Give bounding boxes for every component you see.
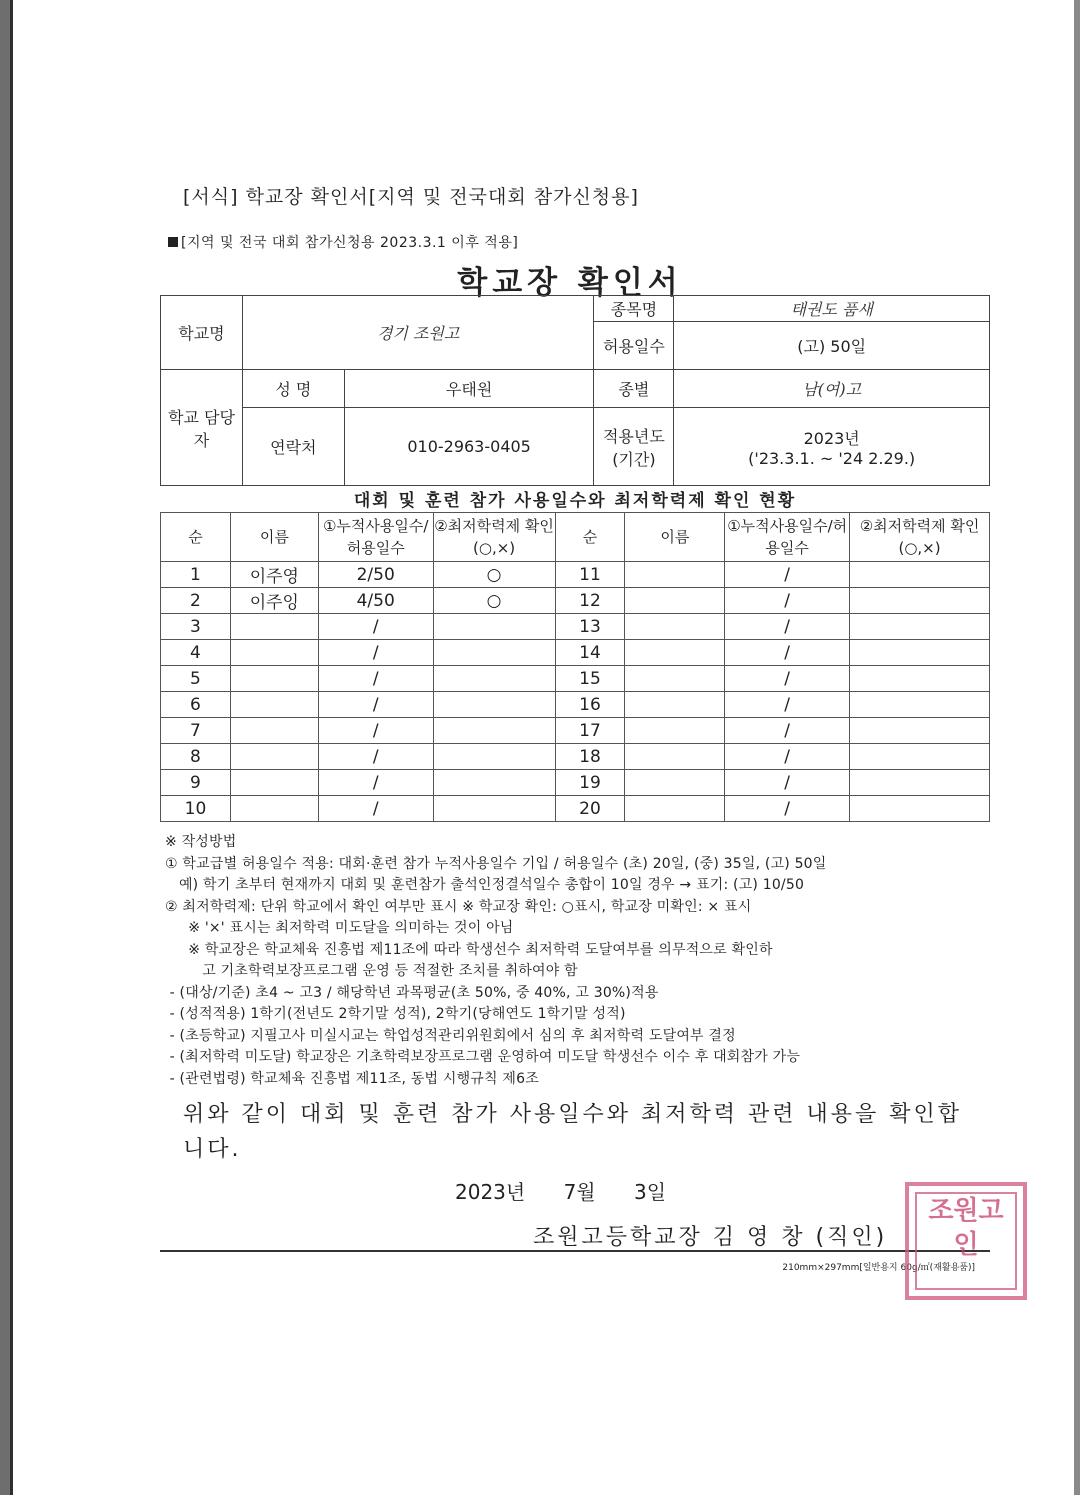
cell-l-days: /: [318, 666, 433, 692]
cell-r-no: 20: [555, 796, 625, 822]
cell-r-no: 14: [555, 640, 625, 666]
table-row: [161, 614, 990, 640]
table-row: [161, 744, 990, 770]
cell-l-no: 2: [161, 588, 231, 614]
cell-l-days: /: [318, 718, 433, 744]
official-seal-icon: [905, 1182, 1027, 1300]
col-check-right: ②최저학력제 확인(○,×): [850, 513, 990, 562]
cell-r-no: 16: [555, 692, 625, 718]
cell-l-check: [433, 744, 555, 770]
allowed-days-label: 허용일수: [594, 322, 674, 370]
instructions: [165, 832, 995, 1090]
contact-value: 010-2963-0405: [344, 408, 594, 486]
cell-r-check: [850, 796, 990, 822]
cell-r-check: [850, 770, 990, 796]
cell-l-no: 6: [161, 692, 231, 718]
cell-r-check: [850, 588, 990, 614]
cell-r-check: [850, 562, 990, 588]
cell-r-check: [850, 640, 990, 666]
contact-label: 연락처: [242, 408, 344, 486]
cell-r-no: 12: [555, 588, 625, 614]
confirmation-text: 위와 같이 대회 및 훈련 참가 사용일수와 최저학력 관련 내용을 확인합니다.: [183, 1102, 962, 1162]
year-value: 2023년: [803, 428, 860, 448]
cell-l-check: [433, 718, 555, 744]
cell-l-check: [433, 640, 555, 666]
cell-l-no: 5: [161, 666, 231, 692]
allowed-days-value: (고) 50일: [674, 322, 990, 370]
main-title: 학교장 확인서: [457, 265, 683, 301]
cell-r-check: [850, 692, 990, 718]
cell-r-no: 19: [555, 770, 625, 796]
gender-value: 남(여)고: [674, 370, 990, 408]
table-row: [161, 770, 990, 796]
col-no-right: 순: [555, 513, 625, 562]
bottom-rule: [160, 1250, 990, 1252]
cell-l-name: [230, 770, 318, 796]
cell-r-name: [625, 562, 725, 588]
cell-r-check: [850, 666, 990, 692]
cell-l-no: 8: [161, 744, 231, 770]
cell-r-days: /: [725, 588, 850, 614]
scan-edge-right: [1074, 0, 1080, 1495]
cell-r-check: [850, 744, 990, 770]
year-label: 적용년도 (기간): [594, 408, 674, 486]
school-value: 경기 조원고: [242, 296, 594, 370]
cell-r-days: /: [725, 718, 850, 744]
cell-r-name: [625, 744, 725, 770]
school-label: 학교명: [161, 296, 243, 370]
cell-l-days: /: [318, 744, 433, 770]
cell-l-days: /: [318, 614, 433, 640]
table-row: [161, 796, 990, 822]
col-days-left: ①누적사용일수/허용일수: [318, 513, 433, 562]
cell-r-check: [850, 718, 990, 744]
note-line: - (대상/기준) 초4 ~ 고3 / 해당학년 과목평균(초 50%, 중 40%, 고 30%)적용: [165, 984, 659, 1001]
cell-r-name: [625, 770, 725, 796]
square-bullet-icon: [168, 237, 178, 247]
cell-l-no: 3: [161, 614, 231, 640]
cell-r-days: /: [725, 692, 850, 718]
event-label: 종목명: [594, 296, 674, 322]
cell-l-check: [433, 614, 555, 640]
section-title: 대회 및 훈련 참가 사용일수와 최저학력제 확인 현황: [353, 491, 797, 511]
issue-date: 2023년 7월 3일: [455, 1180, 667, 1204]
col-name-left: 이름: [230, 513, 318, 562]
cell-l-no: 1: [161, 562, 231, 588]
cell-l-name: [230, 640, 318, 666]
cell-l-no: 10: [161, 796, 231, 822]
col-check-left: ②최저학력제 확인(○,×): [433, 513, 555, 562]
table-row: [161, 666, 990, 692]
note-line: ※ 학교장은 학교체육 진흥법 제11조에 따라 학생선수 최저학력 도달여부를 의무적으로 확인하: [165, 941, 773, 958]
cell-r-name: [625, 692, 725, 718]
cell-l-name: [230, 744, 318, 770]
cell-l-name: [230, 614, 318, 640]
cell-r-name: [625, 718, 725, 744]
cell-r-days: /: [725, 562, 850, 588]
cell-r-no: 17: [555, 718, 625, 744]
note-line: 예) 학기 초부터 현재까지 대회 및 훈련참가 출석인정결석일수 총합이 10일 경우 → 표기: (고) 10/50: [165, 877, 805, 893]
cell-l-no: 7: [161, 718, 231, 744]
seal-text: 조원고 인: [915, 1192, 1017, 1290]
note-line: ② 최저학력제: 단위 학교에서 확인 여부만 표시 ※ 학교장 확인: ○표시, 학교장 미확인: × 표시: [165, 898, 752, 915]
note-line: ※ '×' 표시는 최저학력 미도달을 의미하는 것이 아님: [165, 920, 514, 936]
cell-l-check: [433, 770, 555, 796]
table-row: [161, 640, 990, 666]
table-row: [161, 588, 990, 614]
cell-l-days: 4/50: [318, 588, 433, 614]
cell-r-name: [625, 614, 725, 640]
note-line: - (최저학력 미도달) 학교장은 기초학력보장프로그램 운영하여 미도달 학생선수 이수 후 대회참가 가능: [165, 1049, 801, 1065]
usage-table: [160, 512, 990, 822]
cell-l-days: /: [318, 770, 433, 796]
table-row: [161, 718, 990, 744]
note-line: - (관련법령) 학교체육 진흥법 제11조, 동법 시행규칙 제6조: [165, 1070, 539, 1087]
cell-l-days: 2/50: [318, 562, 433, 588]
table-row: [161, 692, 990, 718]
cell-r-name: [625, 666, 725, 692]
cell-l-no: 9: [161, 770, 231, 796]
principal-signature: 조원고등학교장 김 영 창 (직인): [533, 1225, 888, 1250]
subtitle: [지역 및 전국 대회 참가신청용 2023.3.1 이후 적용]: [168, 232, 518, 252]
cell-r-no: 13: [555, 614, 625, 640]
cell-r-name: [625, 640, 725, 666]
cell-r-name: [625, 796, 725, 822]
cell-l-name: [230, 796, 318, 822]
cell-l-days: /: [318, 640, 433, 666]
name-value: 우태원: [344, 370, 594, 408]
scan-edge-left: [0, 0, 10, 1495]
cell-r-days: /: [725, 666, 850, 692]
cell-r-days: /: [725, 614, 850, 640]
cell-l-name: 이주영: [230, 562, 318, 588]
cell-l-name: 이주잉: [230, 588, 318, 614]
note-line: 고 기초학력보장프로그램 운영 등 적절한 조치를 취하여야 함: [165, 963, 578, 979]
form-title: [서식] 학교장 확인서[지역 및 전국대회 참가신청용]: [183, 186, 639, 208]
manager-label: 학교 담당자: [161, 370, 243, 486]
cell-r-days: /: [725, 744, 850, 770]
paper-spec: 210mm×297mm[일반용지 60g/㎡(재활용품)]: [782, 1263, 975, 1273]
cell-r-name: [625, 588, 725, 614]
note-line: - (초등학교) 지필고사 미실시교는 학업성적관리위원회에서 심의 후 최저학력 도달여부 결정: [165, 1027, 736, 1044]
cell-l-no: 4: [161, 640, 231, 666]
cell-r-days: /: [725, 770, 850, 796]
cell-r-check: [850, 614, 990, 640]
cell-r-no: 11: [555, 562, 625, 588]
col-no-left: 순: [161, 513, 231, 562]
cell-l-name: [230, 718, 318, 744]
cell-l-days: /: [318, 796, 433, 822]
cell-r-days: /: [725, 640, 850, 666]
name-label: 성 명: [242, 370, 344, 408]
col-name-right: 이름: [625, 513, 725, 562]
cell-l-check: [433, 666, 555, 692]
cell-r-no: 18: [555, 744, 625, 770]
note-line: ① 학교급별 허용일수 적용: 대회·훈련 참가 누적사용일수 기입 / 허용일수 (초) 20일, (중) 35일, (고) 50일: [165, 855, 827, 872]
gender-label: 종별: [594, 370, 674, 408]
cell-l-check: ○: [433, 562, 555, 588]
cell-l-days: /: [318, 692, 433, 718]
cell-l-name: [230, 692, 318, 718]
cell-l-check: [433, 692, 555, 718]
header-table: [160, 295, 990, 486]
period-value: ('23.3.1. ~ '24 2.29.): [748, 448, 916, 468]
note-line: ※ 작성방법: [165, 834, 237, 850]
year-cell: [674, 408, 990, 486]
col-days-right: ①누적사용일수/허용일수: [725, 513, 850, 562]
cell-r-no: 15: [555, 666, 625, 692]
scan-edge-left-inner: [10, 0, 13, 1495]
event-value: 태권도 품새: [674, 296, 990, 322]
cell-l-check: ○: [433, 588, 555, 614]
cell-r-days: /: [725, 796, 850, 822]
cell-l-check: [433, 796, 555, 822]
cell-l-name: [230, 666, 318, 692]
table-row: [161, 562, 990, 588]
note-line: - (성적적용) 1학기(전년도 2학기말 성적), 2학기(당해연도 1학기말 성적): [165, 1006, 626, 1022]
